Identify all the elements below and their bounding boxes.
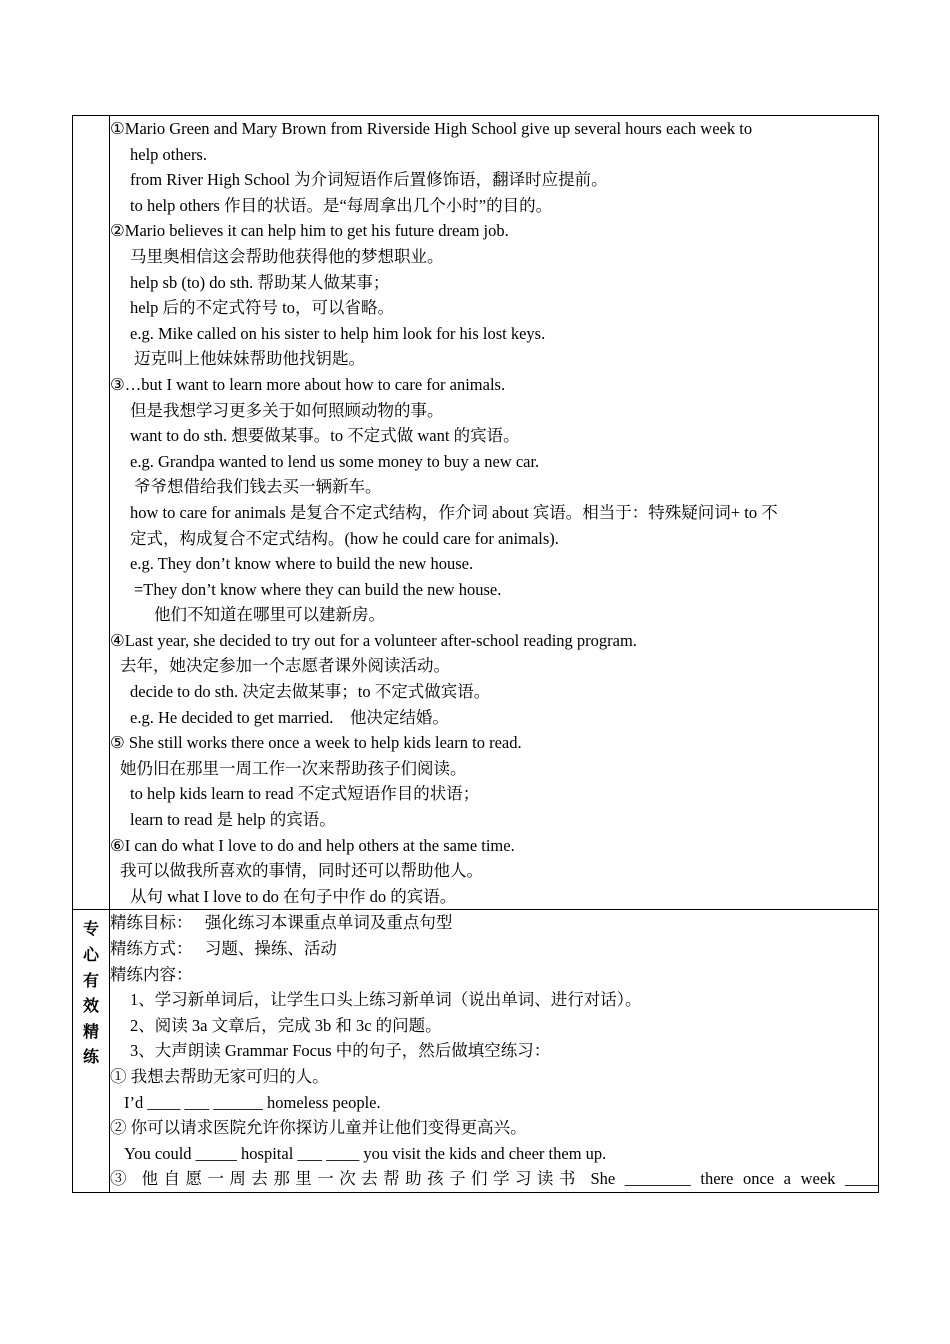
notes-line: to help kids learn to read 不定式短语作目的状语； (130, 784, 480, 804)
practice-line: ① 我想去帮助无家可归的人。 (110, 1066, 329, 1086)
practice-line: ② 你可以请求医院允许你探访儿童并让他们变得更高兴。 (110, 1118, 527, 1138)
notes-line: 去年，她决定参加一个志愿者课外阅读活动。 (120, 656, 450, 676)
notes-line: 迈克叫上他妹妹帮助他找钥匙。 (134, 349, 365, 369)
notes-line: ③…but I want to learn more about how to care for animals. (110, 374, 506, 394)
practice-vertical-label (73, 910, 109, 1070)
practice-label-char: 有 (82, 970, 99, 990)
practice-line: 精练方式： 习题、操练、活动 (110, 939, 337, 958)
practice-row (73, 910, 879, 1193)
practice-line: 1、学习新单词后，让学生口头上练习新单词（说出单词、进行对话）。 (130, 990, 642, 1010)
notes-line: ⑤ She still works there once a week to help kids learn to read. (110, 733, 522, 753)
notes-line: 我可以做我所喜欢的事情，同时还可以帮助他人。 (120, 861, 483, 881)
practice-line: 精练目标： 强化练习本课重点单词及重点句型 (110, 913, 453, 933)
notes-line: to help others 作目的状语。是“每周拿出几个小时”的目的。 (130, 195, 553, 215)
practice-label-cell (73, 910, 110, 1193)
notes-line: from River High School 为介词短语作后置修饰语，翻译时应提前。 (130, 170, 608, 190)
notes-line: ①Mario Green and Mary Brown from Riverside High School give up several hours each week to (110, 119, 753, 138)
notes-line: 马里奥相信这会帮助他获得他的梦想职业。 (130, 246, 444, 266)
notes-line: 爷爷想借给我们钱去买一辆新车。 (134, 477, 382, 497)
notes-line: ⑥I can do what I love to do and help others at the same time. (110, 835, 515, 855)
notes-line: want to do sth. 想要做某事。to 不定式做 want 的宾语。 (130, 426, 520, 446)
notes-line: ②Mario believes it can help him to get his future dream job. (110, 221, 509, 241)
notes-line: =They don’t know where they can build the new house. (134, 579, 502, 599)
notes-row (73, 116, 879, 910)
notes-line: 但是我想学习更多关于如何照顾动物的事。 (130, 400, 444, 420)
notes-line: how to care for animals 是复合不定式结构，作介词 about 宾语。相当于：特殊疑问词+ to 不 (130, 502, 778, 522)
notes-line: decide to do sth. 决定去做某事；to 不定式做宾语。 (130, 682, 491, 702)
notes-label-cell (73, 116, 110, 910)
notes-line: ④Last year, she decided to try out for a volunteer after-school reading program. (110, 630, 637, 650)
practice-label-char: 效 (82, 996, 99, 1016)
notes-line: e.g. Grandpa wanted to lend us some money to buy a new car. (130, 451, 540, 471)
practice-line: 精练内容： (110, 964, 193, 984)
practice-line: I’d ____ ___ ______ homeless people. (124, 1092, 381, 1112)
practice-line: ③ 他自愿一周去那里一次去帮助孩子们学习读书 She ________ there once a week ____ (110, 1169, 878, 1189)
notes-line: e.g. He decided to get married. 他决定结婚。 (130, 707, 449, 727)
notes-line: 他们不知道在哪里可以建新房。 (154, 605, 385, 625)
practice-content-cell (110, 910, 879, 1193)
notes-line: learn to read 是 help 的宾语。 (130, 810, 336, 830)
practice-line: You could _____ hospital ___ ____ you visit the kids and cheer them up. (124, 1143, 607, 1163)
practice-label-char: 精 (82, 1021, 99, 1041)
notes-line: 她仍旧在那里一周工作一次来帮助孩子们阅读。 (120, 758, 467, 778)
notes-content-cell (110, 116, 879, 910)
notes-line: e.g. They don’t know where to build the new house. (130, 554, 474, 574)
practice-label-char: 心 (82, 945, 99, 964)
lesson-table (72, 115, 879, 1193)
notes-line: help sb (to) do sth. 帮助某人做某事； (130, 272, 390, 292)
notes-line: help others. (130, 144, 207, 164)
notes-line: 从句 what I love to do 在句子中作 do 的宾语。 (130, 886, 457, 906)
practice-label-char: 专 (82, 919, 99, 939)
practice-line: 3、大声朗读 Grammar Focus 中的句子，然后做填空练习： (130, 1041, 551, 1061)
notes-line: e.g. Mike called on his sister to help him look for his lost keys. (130, 323, 546, 343)
notes-line: 定式，构成复合不定式结构。(how he could care for animals). (130, 528, 559, 548)
practice-label-char: 练 (82, 1047, 99, 1067)
notes-line: help 后的不定式符号 to，可以省略。 (130, 298, 394, 318)
practice-line: 2、阅读 3a 文章后，完成 3b 和 3c 的问题。 (130, 1015, 442, 1035)
